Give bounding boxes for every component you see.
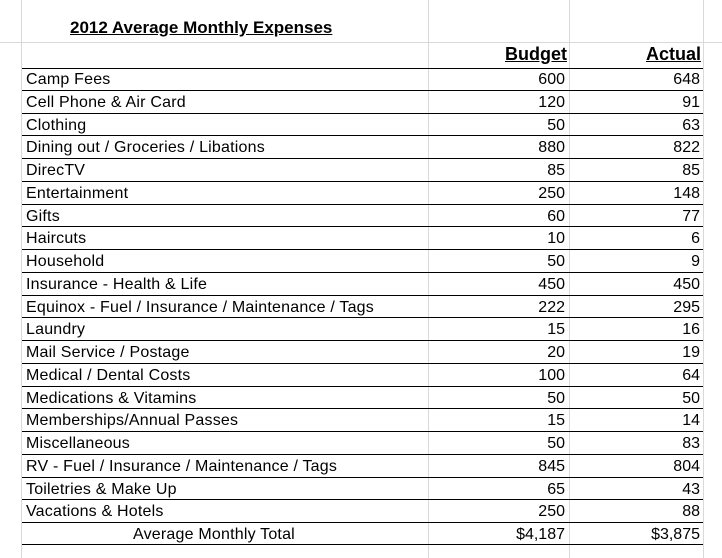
budget-value-cell[interactable]: 60 [547,207,565,225]
budget-value-cell[interactable]: 845 [538,457,565,475]
row-border [22,68,703,69]
actual-value-cell[interactable]: 804 [673,457,700,475]
table-row [0,387,722,410]
table-row [0,250,722,273]
budget-value-cell[interactable]: 120 [538,93,565,111]
table-row [0,227,722,250]
actual-value-cell[interactable]: 64 [682,366,700,384]
budget-value-cell[interactable]: 600 [538,71,565,88]
expense-label-cell[interactable]: Insurance - Health & Life [26,275,208,293]
table-row [0,318,722,341]
actual-value-cell[interactable]: 14 [682,412,700,430]
table-row [0,68,722,91]
actual-value-cell[interactable]: 63 [682,116,700,134]
budget-value-cell[interactable]: 100 [538,366,565,384]
budget-value-cell[interactable]: 250 [538,184,565,202]
expense-table [0,68,722,545]
table-row [0,114,722,137]
table-row [0,478,722,501]
budget-value-cell[interactable]: 65 [547,480,565,498]
budget-value-cell[interactable]: 15 [547,412,565,430]
table-row [0,205,722,228]
expense-label-cell[interactable]: Equinox - Fuel / Insurance / Maintenance / Tags [26,298,374,316]
budget-value-cell[interactable]: 20 [547,344,565,361]
actual-column-header[interactable]: Actual [645,44,701,64]
expense-label-cell[interactable]: Gifts [26,207,60,225]
table-row [0,341,722,364]
expense-label-cell[interactable]: Miscellaneous [26,435,130,452]
total-row [0,523,722,545]
expense-label-cell[interactable]: Cell Phone & Air Card [26,93,186,111]
actual-value-cell[interactable]: 77 [682,207,700,225]
budget-value-cell[interactable]: 50 [547,116,565,134]
actual-value-cell[interactable]: 88 [682,503,700,521]
budget-value-cell[interactable]: 50 [547,253,565,270]
total-border [22,544,703,545]
actual-value-cell[interactable]: 85 [682,162,700,179]
budget-value-cell[interactable]: 880 [538,139,565,157]
actual-value-cell[interactable]: 822 [673,139,700,157]
expense-label-cell[interactable]: Medical / Dental Costs [26,366,191,384]
actual-value-cell[interactable]: 50 [682,389,700,407]
expense-label-cell[interactable]: Memberships/Annual Passes [26,412,239,430]
budget-value-cell[interactable]: 50 [547,435,565,452]
table-row [0,364,722,387]
actual-value-cell[interactable]: 6 [691,230,700,248]
actual-value-cell[interactable]: 450 [673,275,700,293]
actual-value-cell[interactable]: 83 [682,435,700,452]
table-row [0,182,722,205]
actual-value-cell[interactable]: 148 [673,184,700,202]
budget-value-cell[interactable]: 85 [547,162,565,179]
expense-label-cell[interactable]: Household [26,253,105,270]
total-budget-cell[interactable]: $4,187 [516,526,565,543]
budget-value-cell[interactable]: 250 [538,503,565,521]
table-row [0,500,722,523]
budget-value-cell[interactable]: 50 [547,389,565,407]
table-row [0,159,722,182]
table-row [0,136,722,159]
actual-value-cell[interactable]: 19 [682,344,700,361]
budget-value-cell[interactable]: 450 [538,275,565,293]
budget-value-cell[interactable]: 10 [547,230,565,248]
table-row [0,455,722,478]
actual-value-cell[interactable]: 9 [691,253,700,270]
total-actual-cell[interactable]: $3,875 [651,526,700,543]
budget-value-cell[interactable]: 15 [547,321,565,339]
sheet-title[interactable]: 2012 Average Monthly Expenses [70,18,333,37]
expense-label-cell[interactable]: Haircuts [26,230,87,248]
expense-label-cell[interactable]: Dining out / Groceries / Libations [26,139,265,157]
actual-value-cell[interactable]: 295 [673,298,700,316]
actual-value-cell[interactable]: 91 [682,93,700,111]
total-label-cell[interactable]: Average Monthly Total [133,526,295,543]
expense-label-cell[interactable]: Toiletries & Make Up [26,480,177,498]
actual-value-cell[interactable]: 16 [682,321,700,339]
expense-label-cell[interactable]: Camp Fees [26,71,111,88]
expense-label-cell[interactable]: Entertainment [26,184,129,202]
expense-label-cell[interactable]: Medications & Vitamins [26,389,197,407]
expense-label-cell[interactable]: Vacations & Hotels [26,503,164,521]
table-row [0,296,722,319]
table-row [0,432,722,455]
budget-value-cell[interactable]: 222 [538,298,565,316]
budget-column-header[interactable]: Budget [505,44,567,64]
actual-value-cell[interactable]: 648 [673,71,700,88]
table-row [0,91,722,114]
actual-value-cell[interactable]: 43 [682,480,700,498]
expense-label-cell[interactable]: RV - Fuel / Insurance / Maintenance / Tags [26,457,338,475]
expense-label-cell[interactable]: Mail Service / Postage [26,344,190,361]
expense-label-cell[interactable]: Laundry [26,321,86,339]
table-row [0,409,722,432]
expense-label-cell[interactable]: DirecTV [26,162,86,179]
table-row [0,273,722,296]
expense-label-cell[interactable]: Clothing [26,116,87,134]
